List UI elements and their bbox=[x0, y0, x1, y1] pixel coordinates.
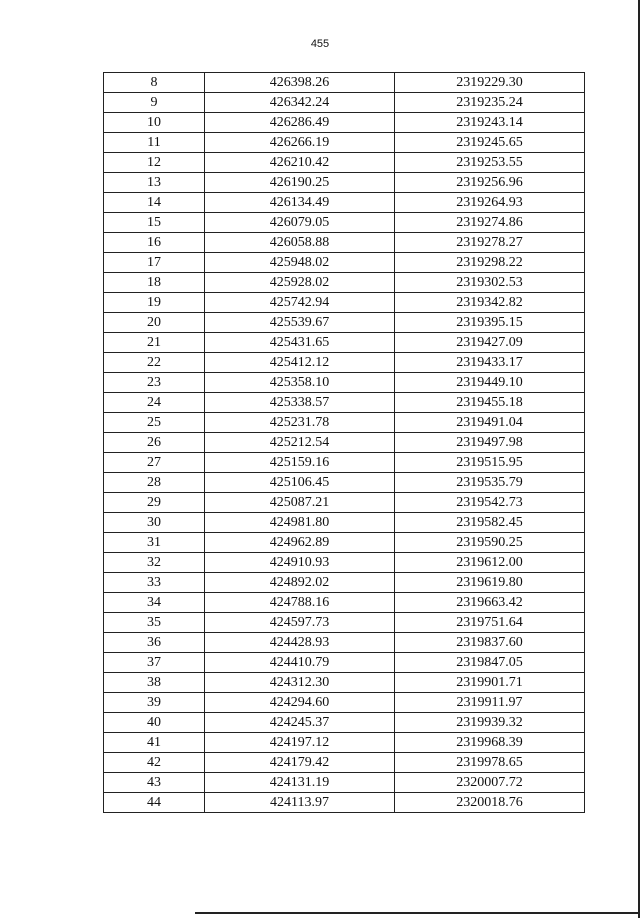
x-coordinate-cell: 425087.21 bbox=[205, 493, 395, 513]
point-number-cell: 35 bbox=[104, 613, 205, 633]
table-row bbox=[104, 273, 585, 293]
point-number-cell: 20 bbox=[104, 313, 205, 333]
x-coordinate-cell: 425928.02 bbox=[205, 273, 395, 293]
x-coordinate-cell: 424410.79 bbox=[205, 653, 395, 673]
point-number-cell: 26 bbox=[104, 433, 205, 453]
y-coordinate-cell: 2319455.18 bbox=[395, 393, 585, 413]
y-coordinate-cell: 2319847.05 bbox=[395, 653, 585, 673]
y-coordinate-cell: 2319837.60 bbox=[395, 633, 585, 653]
x-coordinate-cell: 424113.97 bbox=[205, 793, 395, 813]
point-number-cell: 10 bbox=[104, 113, 205, 133]
table-row bbox=[104, 153, 585, 173]
y-coordinate-cell: 2319663.42 bbox=[395, 593, 585, 613]
x-coordinate-cell: 424597.73 bbox=[205, 613, 395, 633]
y-coordinate-cell: 2319229.30 bbox=[395, 73, 585, 93]
point-number-cell: 38 bbox=[104, 673, 205, 693]
y-coordinate-cell: 2319264.93 bbox=[395, 193, 585, 213]
y-coordinate-cell: 2319535.79 bbox=[395, 473, 585, 493]
table-row bbox=[104, 633, 585, 653]
point-number-cell: 28 bbox=[104, 473, 205, 493]
x-coordinate-cell: 425212.54 bbox=[205, 433, 395, 453]
x-coordinate-cell: 425742.94 bbox=[205, 293, 395, 313]
x-coordinate-cell: 424179.42 bbox=[205, 753, 395, 773]
table-row bbox=[104, 573, 585, 593]
point-number-cell: 41 bbox=[104, 733, 205, 753]
page-edge-bottom bbox=[195, 912, 640, 914]
x-coordinate-cell: 424131.19 bbox=[205, 773, 395, 793]
x-coordinate-cell: 425539.67 bbox=[205, 313, 395, 333]
table-row bbox=[104, 113, 585, 133]
coordinates-table-body bbox=[104, 73, 585, 813]
point-number-cell: 12 bbox=[104, 153, 205, 173]
y-coordinate-cell: 2319582.45 bbox=[395, 513, 585, 533]
point-number-cell: 23 bbox=[104, 373, 205, 393]
point-number-cell: 18 bbox=[104, 273, 205, 293]
point-number-cell: 37 bbox=[104, 653, 205, 673]
x-coordinate-cell: 425431.65 bbox=[205, 333, 395, 353]
table-row bbox=[104, 533, 585, 553]
y-coordinate-cell: 2319298.22 bbox=[395, 253, 585, 273]
y-coordinate-cell: 2320007.72 bbox=[395, 773, 585, 793]
x-coordinate-cell: 425948.02 bbox=[205, 253, 395, 273]
y-coordinate-cell: 2319342.82 bbox=[395, 293, 585, 313]
y-coordinate-cell: 2319497.98 bbox=[395, 433, 585, 453]
x-coordinate-cell: 424245.37 bbox=[205, 713, 395, 733]
point-number-cell: 8 bbox=[104, 73, 205, 93]
x-coordinate-cell: 424981.80 bbox=[205, 513, 395, 533]
table-row bbox=[104, 433, 585, 453]
point-number-cell: 31 bbox=[104, 533, 205, 553]
table-row bbox=[104, 353, 585, 373]
point-number-cell: 17 bbox=[104, 253, 205, 273]
x-coordinate-cell: 424197.12 bbox=[205, 733, 395, 753]
x-coordinate-cell: 424428.93 bbox=[205, 633, 395, 653]
y-coordinate-cell: 2319427.09 bbox=[395, 333, 585, 353]
table-row bbox=[104, 753, 585, 773]
y-coordinate-cell: 2319235.24 bbox=[395, 93, 585, 113]
x-coordinate-cell: 424788.16 bbox=[205, 593, 395, 613]
point-number-cell: 33 bbox=[104, 573, 205, 593]
y-coordinate-cell: 2319433.17 bbox=[395, 353, 585, 373]
point-number-cell: 34 bbox=[104, 593, 205, 613]
y-coordinate-cell: 2319978.65 bbox=[395, 753, 585, 773]
table-row bbox=[104, 313, 585, 333]
point-number-cell: 43 bbox=[104, 773, 205, 793]
x-coordinate-cell: 426058.88 bbox=[205, 233, 395, 253]
point-number-cell: 40 bbox=[104, 713, 205, 733]
point-number-cell: 39 bbox=[104, 693, 205, 713]
table-row bbox=[104, 293, 585, 313]
page-number: 455 bbox=[310, 38, 330, 50]
table-row bbox=[104, 493, 585, 513]
point-number-cell: 21 bbox=[104, 333, 205, 353]
table-row bbox=[104, 333, 585, 353]
y-coordinate-cell: 2319278.27 bbox=[395, 233, 585, 253]
x-coordinate-cell: 426266.19 bbox=[205, 133, 395, 153]
point-number-cell: 36 bbox=[104, 633, 205, 653]
table-row bbox=[104, 453, 585, 473]
table-row bbox=[104, 773, 585, 793]
point-number-cell: 42 bbox=[104, 753, 205, 773]
y-coordinate-cell: 2319590.25 bbox=[395, 533, 585, 553]
y-coordinate-cell: 2319542.73 bbox=[395, 493, 585, 513]
x-coordinate-cell: 426079.05 bbox=[205, 213, 395, 233]
table-row bbox=[104, 73, 585, 93]
x-coordinate-cell: 424892.02 bbox=[205, 573, 395, 593]
point-number-cell: 29 bbox=[104, 493, 205, 513]
point-number-cell: 19 bbox=[104, 293, 205, 313]
table-row bbox=[104, 793, 585, 813]
table-row bbox=[104, 473, 585, 493]
point-number-cell: 44 bbox=[104, 793, 205, 813]
x-coordinate-cell: 424910.93 bbox=[205, 553, 395, 573]
x-coordinate-cell: 425358.10 bbox=[205, 373, 395, 393]
x-coordinate-cell: 424294.60 bbox=[205, 693, 395, 713]
point-number-cell: 13 bbox=[104, 173, 205, 193]
y-coordinate-cell: 2319449.10 bbox=[395, 373, 585, 393]
table-row bbox=[104, 613, 585, 633]
point-number-cell: 16 bbox=[104, 233, 205, 253]
table-row bbox=[104, 693, 585, 713]
y-coordinate-cell: 2319515.95 bbox=[395, 453, 585, 473]
table-row bbox=[104, 653, 585, 673]
table-row bbox=[104, 133, 585, 153]
y-coordinate-cell: 2319395.15 bbox=[395, 313, 585, 333]
x-coordinate-cell: 425106.45 bbox=[205, 473, 395, 493]
point-number-cell: 27 bbox=[104, 453, 205, 473]
table-row bbox=[104, 553, 585, 573]
table-row bbox=[104, 513, 585, 533]
x-coordinate-cell: 424312.30 bbox=[205, 673, 395, 693]
table-row bbox=[104, 713, 585, 733]
y-coordinate-cell: 2319612.00 bbox=[395, 553, 585, 573]
point-number-cell: 9 bbox=[104, 93, 205, 113]
x-coordinate-cell: 425231.78 bbox=[205, 413, 395, 433]
table-row bbox=[104, 593, 585, 613]
table-row bbox=[104, 733, 585, 753]
table-row bbox=[104, 673, 585, 693]
table-row bbox=[104, 373, 585, 393]
y-coordinate-cell: 2319911.97 bbox=[395, 693, 585, 713]
point-number-cell: 32 bbox=[104, 553, 205, 573]
y-coordinate-cell: 2319968.39 bbox=[395, 733, 585, 753]
y-coordinate-cell: 2319274.86 bbox=[395, 213, 585, 233]
y-coordinate-cell: 2319751.64 bbox=[395, 613, 585, 633]
coordinates-table bbox=[103, 72, 585, 813]
y-coordinate-cell: 2319901.71 bbox=[395, 673, 585, 693]
y-coordinate-cell: 2319619.80 bbox=[395, 573, 585, 593]
table-row bbox=[104, 93, 585, 113]
table-row bbox=[104, 393, 585, 413]
point-number-cell: 25 bbox=[104, 413, 205, 433]
x-coordinate-cell: 426286.49 bbox=[205, 113, 395, 133]
x-coordinate-cell: 426398.26 bbox=[205, 73, 395, 93]
table-row bbox=[104, 173, 585, 193]
x-coordinate-cell: 424962.89 bbox=[205, 533, 395, 553]
x-coordinate-cell: 426342.24 bbox=[205, 93, 395, 113]
point-number-cell: 30 bbox=[104, 513, 205, 533]
y-coordinate-cell: 2320018.76 bbox=[395, 793, 585, 813]
x-coordinate-cell: 425159.16 bbox=[205, 453, 395, 473]
y-coordinate-cell: 2319491.04 bbox=[395, 413, 585, 433]
point-number-cell: 22 bbox=[104, 353, 205, 373]
x-coordinate-cell: 426210.42 bbox=[205, 153, 395, 173]
table-row bbox=[104, 193, 585, 213]
x-coordinate-cell: 425338.57 bbox=[205, 393, 395, 413]
y-coordinate-cell: 2319256.96 bbox=[395, 173, 585, 193]
y-coordinate-cell: 2319243.14 bbox=[395, 113, 585, 133]
table-row bbox=[104, 413, 585, 433]
x-coordinate-cell: 425412.12 bbox=[205, 353, 395, 373]
y-coordinate-cell: 2319302.53 bbox=[395, 273, 585, 293]
table-row bbox=[104, 253, 585, 273]
point-number-cell: 11 bbox=[104, 133, 205, 153]
table-row bbox=[104, 233, 585, 253]
y-coordinate-cell: 2319939.32 bbox=[395, 713, 585, 733]
point-number-cell: 24 bbox=[104, 393, 205, 413]
y-coordinate-cell: 2319245.65 bbox=[395, 133, 585, 153]
point-number-cell: 15 bbox=[104, 213, 205, 233]
point-number-cell: 14 bbox=[104, 193, 205, 213]
x-coordinate-cell: 426190.25 bbox=[205, 173, 395, 193]
x-coordinate-cell: 426134.49 bbox=[205, 193, 395, 213]
y-coordinate-cell: 2319253.55 bbox=[395, 153, 585, 173]
table-row bbox=[104, 213, 585, 233]
